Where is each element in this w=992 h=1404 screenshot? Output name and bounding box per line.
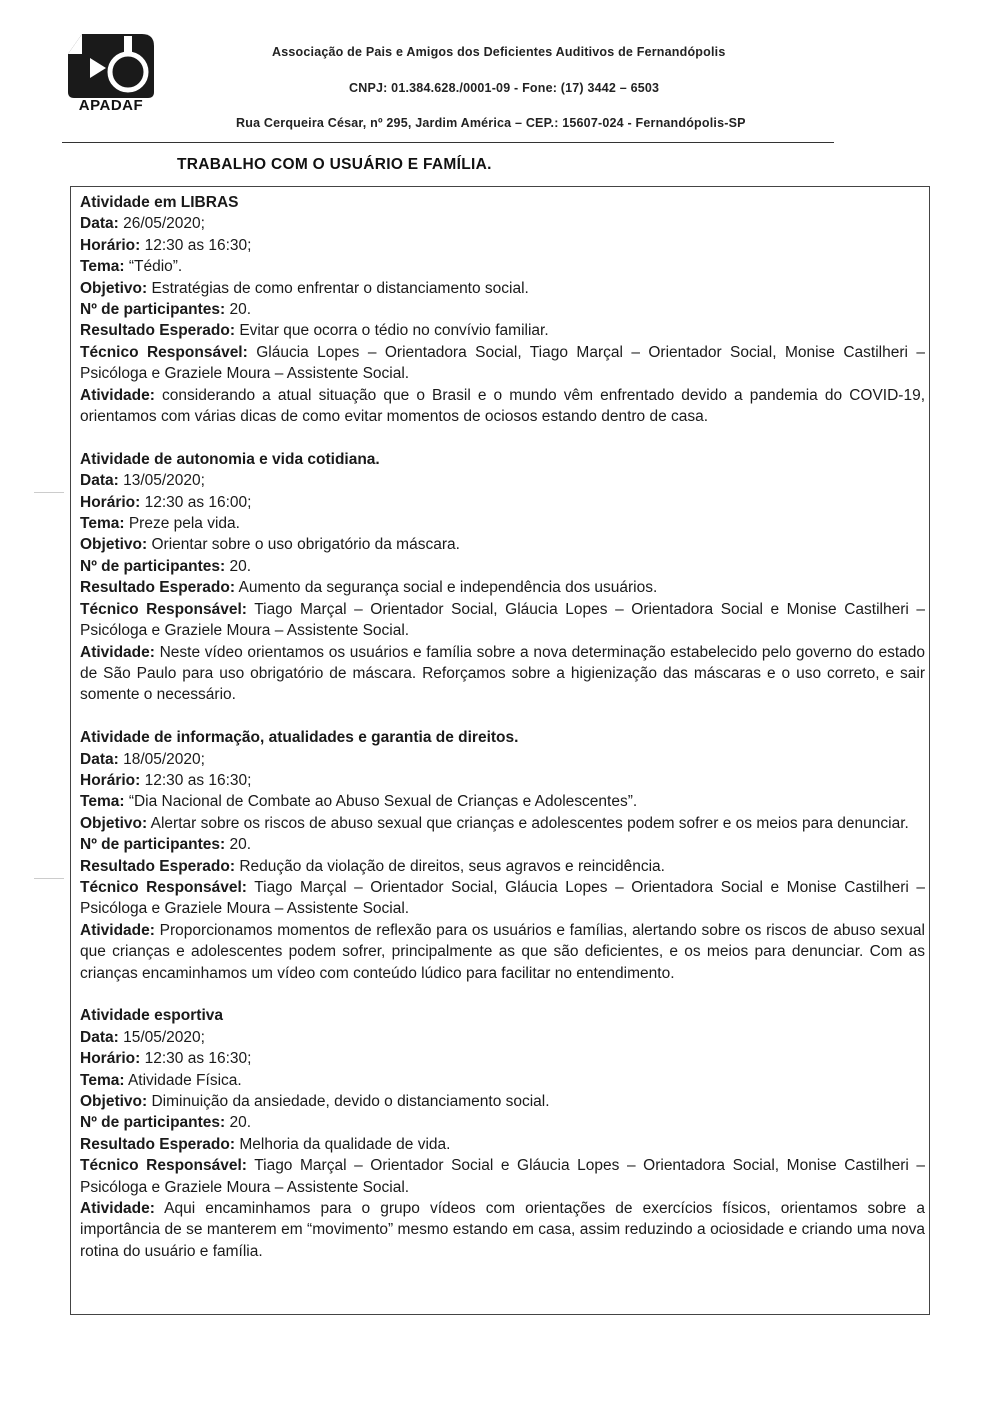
expected-result-line: Resultado Esperado: Redução da violação de direitos, seus agravos e reincidência. [80, 857, 665, 875]
section-title: Atividade de autonomia e vida cotidiana. [80, 450, 380, 468]
objective-line: Objetivo: Estratégias de como enfrentar o distanciamento social. [80, 279, 529, 297]
activity-description: Atividade: Aqui encaminhamos para o grupo vídeos com orientações de exercícios físicos, orientamos sobre a importância de se manterem em “movimento” mesmo estando em casa, assim reduzindo a ociosidade e criando uma nova rotina do usuário e família. [80, 1200, 925, 1260]
date-line: Data: 13/05/2020; [80, 472, 205, 490]
time-line: Horário: 12:30 as 16:00; [80, 493, 252, 511]
section-title: Atividade em LIBRAS [80, 194, 239, 211]
responsible-line: Técnico Responsável: Tiago Marçal – Orientador Social e Gláucia Lopes – Orientadora Social, Monise Castilheri – Psicóloga e Graziele Moura – Assistente Social. [80, 1157, 925, 1196]
time-line: Horário: 12:30 as 16:30; [80, 236, 252, 254]
participants-line: Nº de participantes: 20. [80, 301, 252, 319]
date-line: Data: 26/05/2020; [80, 215, 205, 233]
date-line: Data: 15/05/2020; [80, 1028, 205, 1046]
scan-mark [34, 492, 64, 493]
objective-line: Objetivo: Orientar sobre o uso obrigatório da máscara. [80, 536, 460, 554]
objective-line: Objetivo: Diminuição da ansiedade, devido o distanciamento social. [80, 1093, 550, 1111]
activity-section-esportiva [80, 1005, 925, 1262]
document-title: TRABALHO COM O USUÁRIO E FAMÍLIA. [177, 156, 492, 173]
organization-name: Associação de Pais e Amigos dos Deficientes Auditivos de Fernandópolis [272, 45, 726, 59]
time-line: Horário: 12:30 as 16:30; [80, 771, 252, 789]
organization-address: Rua Cerqueira César, nº 295, Jardim América – CEP.: 15607-024 - Fernandópolis-SP [236, 116, 746, 130]
date-line: Data: 18/05/2020; [80, 750, 205, 768]
theme-line: Tema: Preze pela vida. [80, 515, 240, 533]
participants-line: Nº de participantes: 20. [80, 1114, 252, 1132]
theme-line: Tema: “Tédio”. [80, 258, 183, 276]
activities-list [80, 192, 925, 1284]
activity-section-libras [80, 192, 925, 427]
header-divider [62, 142, 834, 143]
participants-line: Nº de participantes: 20. [80, 836, 252, 854]
section-title: Atividade de informação, atualidades e garantia de direitos. [80, 729, 519, 747]
activity-description: Atividade: Proporcionamos momentos de reflexão para os usuários e famílias, alertando sobre os riscos de abuso sexual que crianças e adolescentes podem sofrer, principalmente as que são deficientes, e os meios para denunciar. Com as crianças encaminhamos um vídeo com conteúdo lúdico para facilitar no entendimento. [80, 921, 925, 982]
expected-result-line: Resultado Esperado: Aumento da segurança social e independência dos usuários. [80, 579, 658, 597]
responsible-line: Técnico Responsável: Gláucia Lopes – Orientadora Social, Tiago Marçal – Orientador Social, Monise Castilheri – Psicóloga e Graziele Moura – Assistente Social. [80, 343, 925, 383]
scan-mark [34, 878, 64, 879]
expected-result-line: Resultado Esperado: Melhoria da qualidade de vida. [80, 1135, 451, 1153]
section-title: Atividade esportiva [80, 1007, 223, 1025]
objective-line: Objetivo: Alertar sobre os riscos de abuso sexual que crianças e adolescentes podem sofrer e os meios para denunciar. [80, 814, 909, 832]
responsible-line: Técnico Responsável: Tiago Marçal – Orientador Social, Gláucia Lopes – Orientadora Social e Monise Castilheri – Psicóloga e Graziele Moura – Assistente Social. [80, 600, 925, 640]
activity-description: Atividade: Neste vídeo orientamos os usuários e família sobre a nova determinação estabelecido pelo governo do estado de São Paulo para uso obrigatório de máscara. Reforçamos sobre a higienização das máscaras e o uso correto, e sair somente o necessário. [80, 643, 925, 704]
organization-cnpj-phone: CNPJ: 01.384.628./0001-09 - Fone: (17) 3442 – 6503 [349, 81, 660, 95]
theme-line: Tema: “Dia Nacional de Combate ao Abuso Sexual de Crianças e Adolescentes”. [80, 793, 638, 811]
participants-line: Nº de participantes: 20. [80, 557, 252, 575]
logo-text: APADAF [78, 97, 144, 114]
activity-section-autonomia [80, 449, 925, 706]
activity-section-informacao [80, 727, 925, 984]
activity-description: Atividade: considerando a atual situação que o Brasil e o mundo vêm enfrentado devido a pandemia do COVID-19, orientamos com várias dicas de como evitar momentos de ociosos estando dentro de casa. [80, 386, 925, 426]
expected-result-line: Resultado Esperado: Evitar que ocorra o tédio no convívio familiar. [80, 322, 549, 340]
responsible-line: Técnico Responsável: Tiago Marçal – Orientador Social, Gláucia Lopes – Orientadora Social e Monise Castilheri – Psicóloga e Graziele Moura – Assistente Social. [80, 878, 925, 918]
theme-line: Tema: Atividade Física. [80, 1071, 242, 1089]
time-line: Horário: 12:30 as 16:30; [80, 1050, 252, 1068]
